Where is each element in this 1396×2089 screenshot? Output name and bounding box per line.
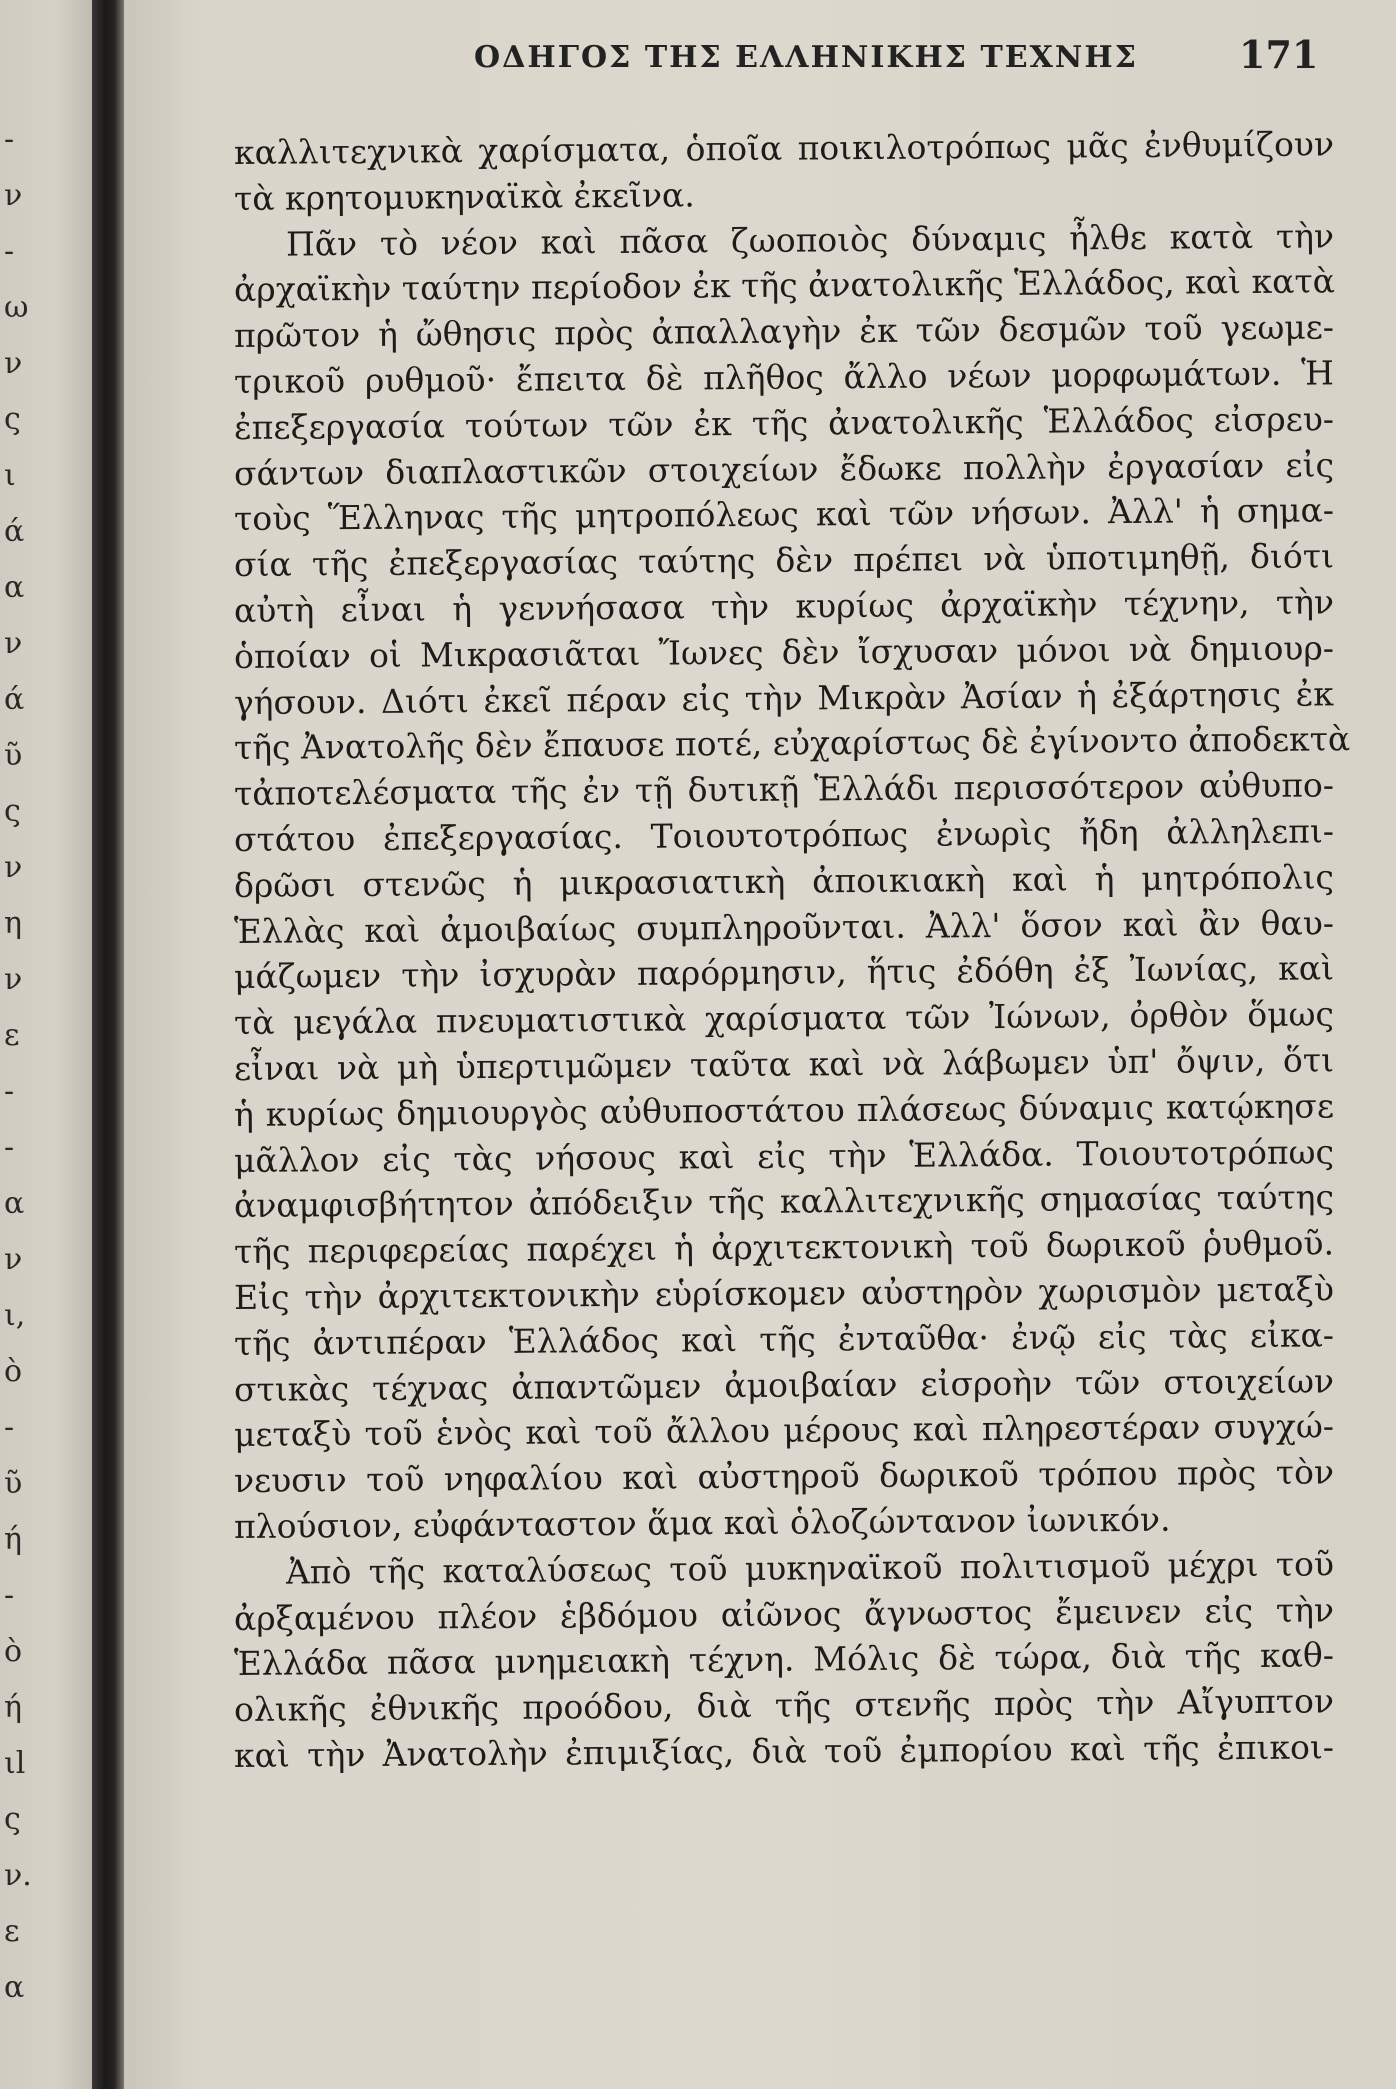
facing-page-fragment: ν [4,178,23,213]
text-line: ἡ κυρίως δημιουργὸς αὐθυποστάτου πλάσεως δύναμις κατῴκησε [233,1086,1335,1134]
facing-page-fragment: ι [4,458,16,493]
text-line: καλλιτεχνικὰ χαρίσματα, ὁποῖα ποικιλοτρόπως μᾶς ἐνθυμίζουν [233,124,1335,172]
text-line: τῆς Ἀνατολῆς δὲν ἔπαυσε ποτέ, εὐχαρίστως δὲ ἐγίνοντο ἀποδεκτὰ [233,719,1351,768]
facing-page-fragment: ή [4,1690,22,1725]
facing-page-fragment: ν. [4,1858,32,1893]
facing-page-fragment: α [4,1186,25,1221]
text-line: Ἑλλὰς καὶ ἀμοιβαίως συμπληροῦνται. Ἀλλ' ὅσον καὶ ἂν θαυ- [233,902,1335,951]
facing-page-fragment: ι, [4,1298,26,1333]
text-line: γήσουν. Διότι ἐκεῖ πέραν εἰς τὴν Μικρὰν Ἀσίαν ἡ ἐξάρτησις ἐκ [233,673,1335,722]
facing-page-fragment: ω [4,290,29,325]
text-line: μάζωμεν τὴν ἰσχυρὰν παρόρμησιν, ἥτις ἐδόθη ἐξ Ἰωνίας, καὶ [233,948,1335,997]
text-line: στικὰς τέχνας ἀπαντῶμεν ἀμοιβαίαν εἰσροὴν τῶν στοιχείων [233,1360,1335,1409]
text-line: τὰ μεγάλα πνευματιστικὰ χαρίσματα τῶν Ἰώνων, ὀρθὸν ὅμως [233,994,1335,1043]
facing-page-fragment: ά [4,514,25,549]
facing-page-fragment: ῦ [4,738,23,773]
text-line: ἐπεξεργασία τούτων τῶν ἐκ τῆς ἀνατολικῆς Ἑλλάδος εἰσρευ- [233,399,1335,447]
facing-page-fragment: ν [4,962,23,997]
facing-page-fragment: - [4,1130,15,1165]
text-line: Πᾶν τὸ νέον καὶ πᾶσα ζωοποιὸς δύναμις ἦλθε κατὰ τὴν [285,215,1335,264]
text-line: μεταξὺ τοῦ ἑνὸς καὶ τοῦ ἄλλου μέρους καὶ πληρεστέραν συγχώ- [233,1406,1335,1455]
text-line: καὶ τὴν Ἀνατολὴν ἐπιμιξίας, διὰ τοῦ ἐμπορίου καὶ τῆς ἐπικοι- [233,1727,1335,1775]
text-line: ἀρχαϊκὴν ταύτην περίοδον ἐκ τῆς ἀνατολικῆς Ἑλλάδος, καὶ κατὰ [233,261,1336,310]
text-line: στάτου ἐπεξεργασίας. Τοιουτοτρόπως ἐνωρὶς ἤδη ἀλληλεπι- [233,811,1335,859]
text-line: ὁποίαν οἱ Μικρασιᾶται Ἴωνες δὲν ἴσχυσαν μόνοι νὰ δημιουρ- [233,628,1335,676]
facing-page-fragment: ς [4,794,21,829]
text-line: τῆς ἀντιπέραν Ἑλλάδος καὶ τῆς ἐνταῦθα· ἐνῷ εἰς τὰς εἰκα- [233,1315,1335,1363]
facing-page-fragment: - [4,234,15,269]
text-line: εἶναι νὰ μὴ ὑπερτιμῶμεν ταῦτα καὶ νὰ λάβωμεν ὑπ' ὄψιν, ὅτι [233,1040,1335,1088]
text-line: ἀρξαμένου πλέον ἑβδόμου αἰῶνος ἄγνωστος ἔμεινεν εἰς τὴν [233,1589,1335,1638]
body-text [233,124,1351,1779]
text-line: τὰ κρητομυκηναϊκὰ ἐκεῖνα. [233,175,695,218]
facing-page-fragment: ε [4,1018,20,1053]
running-head: ΟΔΗΓΟΣ ΤΗΣ ΕΛΛΗΝΙΚΗΣ ΤΕΧΝΗΣ [474,40,1138,75]
facing-page-fragment: ε [4,1914,20,1949]
facing-page-fragment: - [4,1578,15,1613]
text-line: Ἑλλάδα πᾶσα μνημειακὴ τέχνη. Μόλις δὲ τώρα, διὰ τῆς καθ- [233,1635,1335,1684]
text-line: σάντων διαπλαστικῶν στοιχείων ἔδωκε πολλὴν ἐργασίαν εἰς [233,444,1335,493]
facing-page-fragment: - [4,1074,15,1109]
text-line: ἀναμφισβήτητον ἀπόδειξιν τῆς καλλιτεχνικῆς σημασίας ταύτης [233,1177,1335,1226]
facing-page-fragment: ν [4,1242,23,1277]
facing-page-edge [0,0,92,2089]
text-line: πλούσιον, εὐφάνταστον ἅμα καὶ ὁλοζώντανον ἰωνικόν. [233,1499,1171,1546]
facing-page-fragment: ς [4,1802,21,1837]
text-line: μᾶλλον εἰς τὰς νήσους καὶ εἰς τὴν Ἑλλάδα. Τοιουτοτρόπως [233,1131,1335,1180]
text-line: ολικῆς ἐθνικῆς προόδου, διὰ τῆς στενῆς πρὸς τὴν Αἴγυπτον [233,1681,1335,1730]
facing-page-fragment: ν [4,346,23,381]
text-line: Εἰς τὴν ἀρχιτεκτονικὴν εὑρίσκομεν αὐστηρὸν χωρισμὸν μεταξὺ [233,1269,1335,1317]
book-page [124,0,1396,2089]
text-line: σία τῆς ἐπεξεργασίας ταύτης δὲν πρέπει νὰ ὑποτιμηθῇ, διότι [233,536,1335,585]
page-number: 171 [1239,32,1319,77]
text-line: αὐτὴ εἶναι ἡ γεννήσασα τὴν κυρίως ἀρχαϊκὴν τέχνην, τὴν [233,582,1335,630]
book-gutter [92,0,124,2089]
facing-page-fragment: α [4,570,25,605]
facing-page-fragment: ὸ [4,1354,23,1389]
text-line: νευσιν τοῦ νηφαλίου καὶ αὐστηροῦ δωρικοῦ τρόπου πρὸς τὸν [233,1452,1335,1501]
facing-page-fragment: α [4,1970,25,2005]
text-line: τρικοῦ ρυθμοῦ· ἔπειτα δὲ πλῆθος ἄλλο νέων μορφωμάτων. Ἡ [233,353,1335,401]
facing-page-fragment: ά [4,682,25,717]
text-line: δρῶσι στενῶς ἡ μικρασιατικὴ ἀποικιακὴ καὶ ἡ μητρόπολις [233,857,1335,905]
facing-page-fragment: - [4,122,15,157]
text-line: τοὺς Ἕλληνας τῆς μητροπόλεως καὶ τῶν νήσων. Ἀλλ' ἡ σημα- [233,490,1335,539]
facing-page-fragment: ν [4,850,23,885]
text-line: τἀποτελέσματα τῆς ἐν τῇ δυτικῇ Ἑλλάδι περισσότερον αὐθυπο- [233,765,1335,814]
facing-page-fragment: ὸ [4,1634,23,1669]
text-line: Ἀπὸ τῆς καταλύσεως τοῦ μυκηναϊκοῦ πολιτισμοῦ μέχρι τοῦ [285,1544,1335,1592]
facing-page-fragment: ή [4,1522,22,1557]
text-line: πρῶτον ἡ ὤθησις πρὸς ἀπαλλαγὴν ἐκ τῶν δεσμῶν τοῦ γεωμε- [233,307,1335,356]
facing-page-fragment: η [4,906,22,941]
facing-page-fragment: - [4,1410,15,1445]
facing-page-fragment: ς [4,402,21,437]
facing-page-fragment: ιl [4,1746,26,1781]
facing-page-fragment: ῦ [4,1466,23,1501]
text-line: τῆς περιφερείας παρέχει ἡ ἀρχιτεκτονικὴ τοῦ δωρικοῦ ῥυθμοῦ. [233,1223,1335,1272]
facing-page-fragment: ν [4,626,23,661]
